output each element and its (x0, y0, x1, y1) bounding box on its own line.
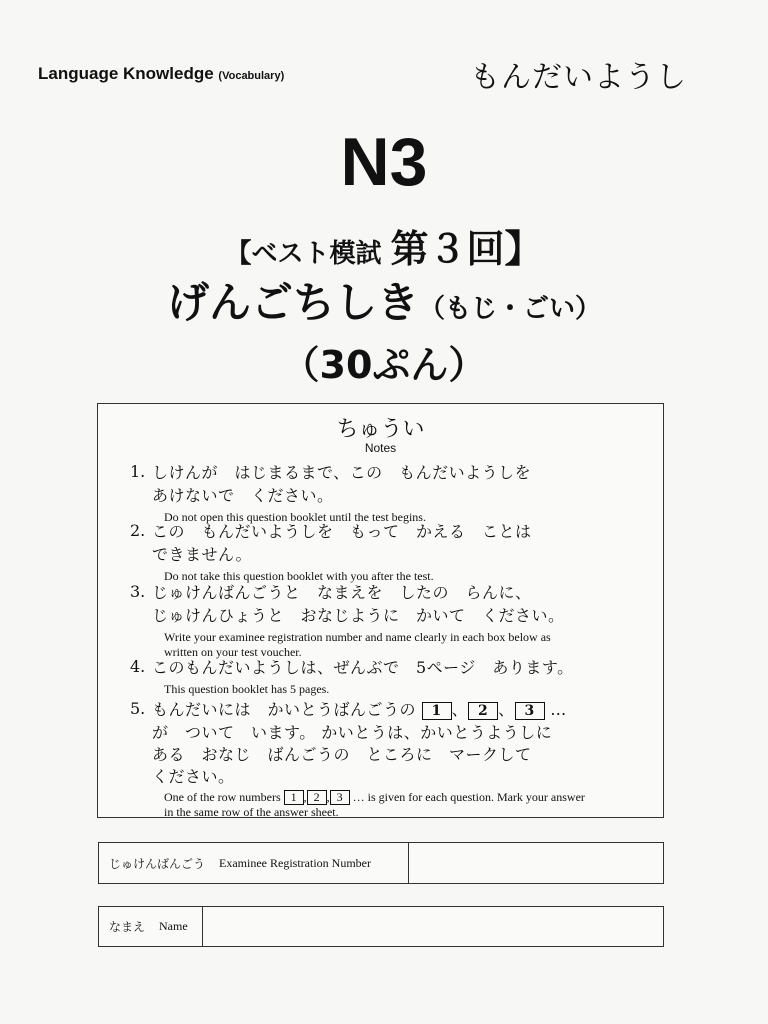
note-jp: じゅけんばんごうと なまえを したの らんに、 (152, 583, 532, 602)
note-en-text: One of the row numbers (164, 790, 281, 804)
note-en: in the same row of the answer sheet. (164, 805, 339, 819)
note-jp: ある おなじ ばんごうの ところに マークして (152, 745, 532, 764)
subject-label: げんごちしき (166, 278, 419, 327)
note-number: 3. (130, 582, 146, 601)
booklet-label: もんだいようし (470, 60, 687, 95)
note-en: This question booklet has 5 pages. (164, 682, 330, 696)
name-field[interactable] (203, 907, 663, 946)
note-jp: しけんが はじまるまで、この もんだいようしを (152, 463, 532, 482)
notes-box (97, 403, 664, 818)
note-jp: が ついて います。 かいとうは、かいとうようしに (152, 723, 553, 742)
registration-label-jp: じゅけんばんごう (109, 856, 206, 871)
name-label (99, 907, 203, 946)
row-number-box: 3 (330, 790, 350, 805)
note-number: 4. (130, 657, 146, 676)
note-jp: ください。 (152, 767, 235, 786)
comma: , (326, 790, 330, 804)
note-jp: じゅけんひょうと おなじように かいて ください。 (152, 606, 565, 625)
time-limit: （30ぷん） (281, 343, 487, 387)
registration-number-row (98, 842, 664, 884)
note-number: 2. (130, 521, 146, 540)
subject-paren: （もじ・ごい） (419, 294, 602, 324)
note-number: 1. (130, 462, 146, 481)
notes-title: ちゅうい (336, 417, 425, 442)
name-label-jp: なまえ (109, 920, 146, 934)
note-en: written on your test voucher. (164, 645, 302, 659)
registration-number-label (99, 843, 409, 883)
note-jp: このもんだいようしは、ぜんぶで 5ページ あります。 (152, 658, 574, 677)
separator: 、 (451, 700, 469, 719)
note-jp: あけないで ください。 (152, 486, 334, 505)
note-en: Do not open this question booklet until the test begins. (164, 510, 426, 524)
row-number-box: 1 (422, 702, 452, 720)
row-number-box: 3 (515, 702, 545, 720)
name-label-en: Name (159, 919, 188, 933)
test-level: N3 (340, 124, 428, 200)
note-number: 5. (130, 699, 146, 718)
row-number-box: 2 (468, 702, 498, 720)
note-jp: できません。 (152, 545, 252, 564)
mock-round: 第３回】 (390, 227, 543, 271)
registration-number-field[interactable] (409, 843, 663, 883)
note-en: Do not take this question booklet with you after the test. (164, 569, 434, 583)
mock-title (0, 218, 768, 273)
note-en: Write your examinee registration number and name clearly in each box below as (164, 630, 551, 644)
separator: 、 (498, 700, 515, 719)
registration-label-en: Examinee Registration Number (219, 855, 371, 870)
mock-label: 【ベスト模試 (225, 239, 382, 269)
note-jp-text: もんだいには かいとうばんごうの (152, 700, 417, 719)
section-header (38, 64, 284, 84)
notes-subtitle: Notes (364, 441, 397, 455)
note-en (164, 789, 585, 805)
ellipsis: … (550, 700, 567, 719)
subject-title (0, 270, 768, 330)
row-number-box: 1 (284, 790, 304, 805)
comma: , (303, 790, 307, 804)
note-en-text: … is given for each question. Mark your answer (352, 790, 585, 804)
section-main-label: Language Knowledge (38, 64, 214, 83)
note-jp (152, 699, 567, 721)
row-number-box: 2 (307, 790, 327, 805)
section-sub-label: (Vocabulary) (218, 70, 285, 82)
name-row (98, 906, 664, 947)
note-jp: この もんだいようしを もって かえる ことは (152, 522, 532, 541)
